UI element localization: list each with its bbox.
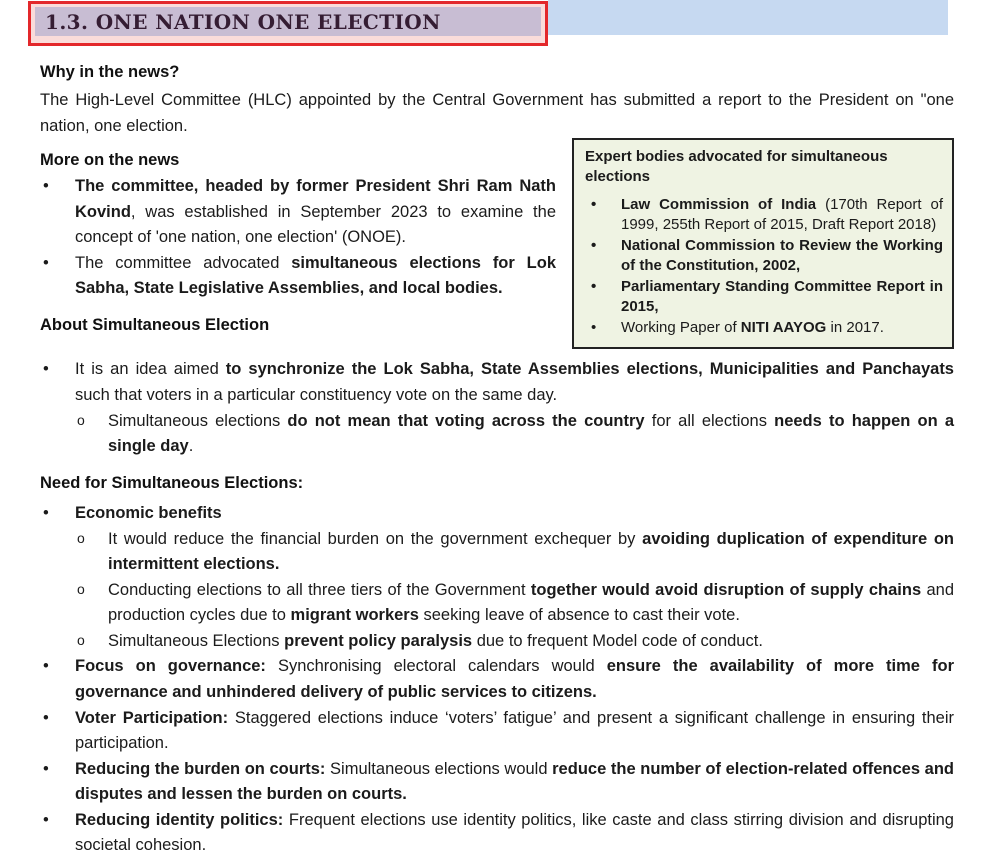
bullet-icon: • [591, 278, 597, 296]
sub-list-item [74, 409, 954, 460]
list-item [40, 357, 954, 408]
list-item-text: Economic benefits [75, 504, 222, 523]
page-header [0, 0, 987, 48]
list-item [40, 251, 556, 302]
list-item [585, 318, 943, 338]
circle-bullet-icon: o [77, 411, 85, 428]
list-item-text: Parliamentary Standing Committee Report in 2015, [621, 278, 943, 316]
list-item-text: Simultaneous elections do not mean that voting across the country for all elections needs to happen on a single day. [108, 411, 955, 456]
list-item-text: Working Paper of NITI AAYOG in 2017. [621, 319, 884, 337]
sub-list-item [74, 578, 954, 629]
bullet-icon: • [43, 253, 49, 272]
bullet-icon: • [43, 708, 49, 727]
annotation-rectangle [28, 1, 548, 46]
list-item [40, 654, 954, 705]
list-item-text: It is an idea aimed to synchronize the Lok Sabha, State Assemblies elections, Municipalities and Panchayats such that voters in a particular constituency vote on the same day. [75, 360, 954, 404]
list-item-text: Voter Participation: Staggered elections induce ‘voters’ fatigue’ and present a significant challenge in ensuring their participation. [75, 708, 955, 753]
list-item [585, 195, 943, 235]
document-body [0, 48, 987, 859]
list-item [40, 757, 954, 808]
heading-more-on-the-news: More on the news [40, 150, 180, 169]
list-item-text: It would reduce the financial burden on the government exchequer by avoiding duplication of expenditure on intermittent elections. [108, 529, 955, 574]
list-item-text: The committee advocated simultaneous elections for Lok Sabha, State Legislative Assemblies, and local bodies. [75, 253, 556, 298]
list-item [40, 501, 954, 527]
circle-bullet-icon: o [77, 631, 85, 648]
list-item-text: Conducting elections to all three tiers of the Government together would avoid disruption of supply chains and production cycles due to migrant workers seeking leave of absence to cast their vote. [108, 580, 954, 625]
circle-bullet-icon: o [77, 529, 85, 546]
heading-about-simultaneous-election: About Simultaneous Election [40, 315, 270, 334]
about-list [40, 357, 954, 459]
bullet-icon: • [43, 759, 49, 778]
header-highlight-blue [548, 0, 948, 35]
list-item-text: Focus on governance: Synchronising electoral calendars would ensure the availability of more time for governance and unhindered delivery of public services to citizens. [75, 657, 954, 702]
bullet-icon: • [43, 177, 49, 195]
bullet-icon: • [43, 360, 49, 379]
heading-why-in-the-news: Why in the news? [40, 63, 180, 81]
need-list [40, 501, 954, 859]
page-title: 1.3. ONE NATION ONE ELECTION [45, 9, 441, 34]
list-item-text: National Commission to Review the Working of the Constitution, 2002, [621, 236, 943, 275]
list-item-text: Law Commission of India (170th Report of 1999, 255th Report of 2015, Draft Report 2018) [621, 195, 943, 233]
list-item-text: Reducing identity politics: Frequent elections use identity politics, like caste and class stirring division and disrupting societal cohesion. [75, 810, 954, 855]
bullet-icon: • [43, 657, 49, 676]
list-item [40, 174, 556, 251]
callout-title: Expert bodies advocated for simultaneous elections [585, 147, 888, 185]
list-item-text: The committee, headed by former President Shri Ram Nath Kovind, was established in September 2023 to examine the concept of 'one nation, one election' (ONOE). [75, 177, 556, 247]
bullet-icon: • [43, 810, 49, 829]
circle-bullet-icon: o [77, 580, 85, 597]
intro-paragraph: The High-Level Committee (HLC) appointed by the Central Government has submitted a report to the President on "one nation, one election. [40, 91, 954, 135]
list-item [585, 277, 943, 317]
list-item-text: Reducing the burden on courts: Simultaneous elections would reduce the number of election-related offences and disputes and lessen the burden on courts. [75, 759, 954, 804]
list-item [585, 236, 943, 276]
bullet-icon: • [591, 195, 597, 213]
heading-need-for-simultaneous-elections: Need for Simultaneous Elections: [40, 473, 304, 492]
list-item-text: Simultaneous Elections prevent policy paralysis due to frequent Model code of conduct. [108, 631, 763, 650]
section-title-bar [35, 7, 541, 36]
bullet-icon: • [43, 504, 49, 523]
bullet-icon: • [591, 236, 597, 254]
sub-list-item [74, 527, 954, 578]
list-item [40, 808, 954, 859]
bullet-icon: • [591, 319, 597, 337]
sub-list-item [74, 629, 954, 655]
expert-bodies-callout [572, 138, 954, 350]
list-item [40, 706, 954, 757]
